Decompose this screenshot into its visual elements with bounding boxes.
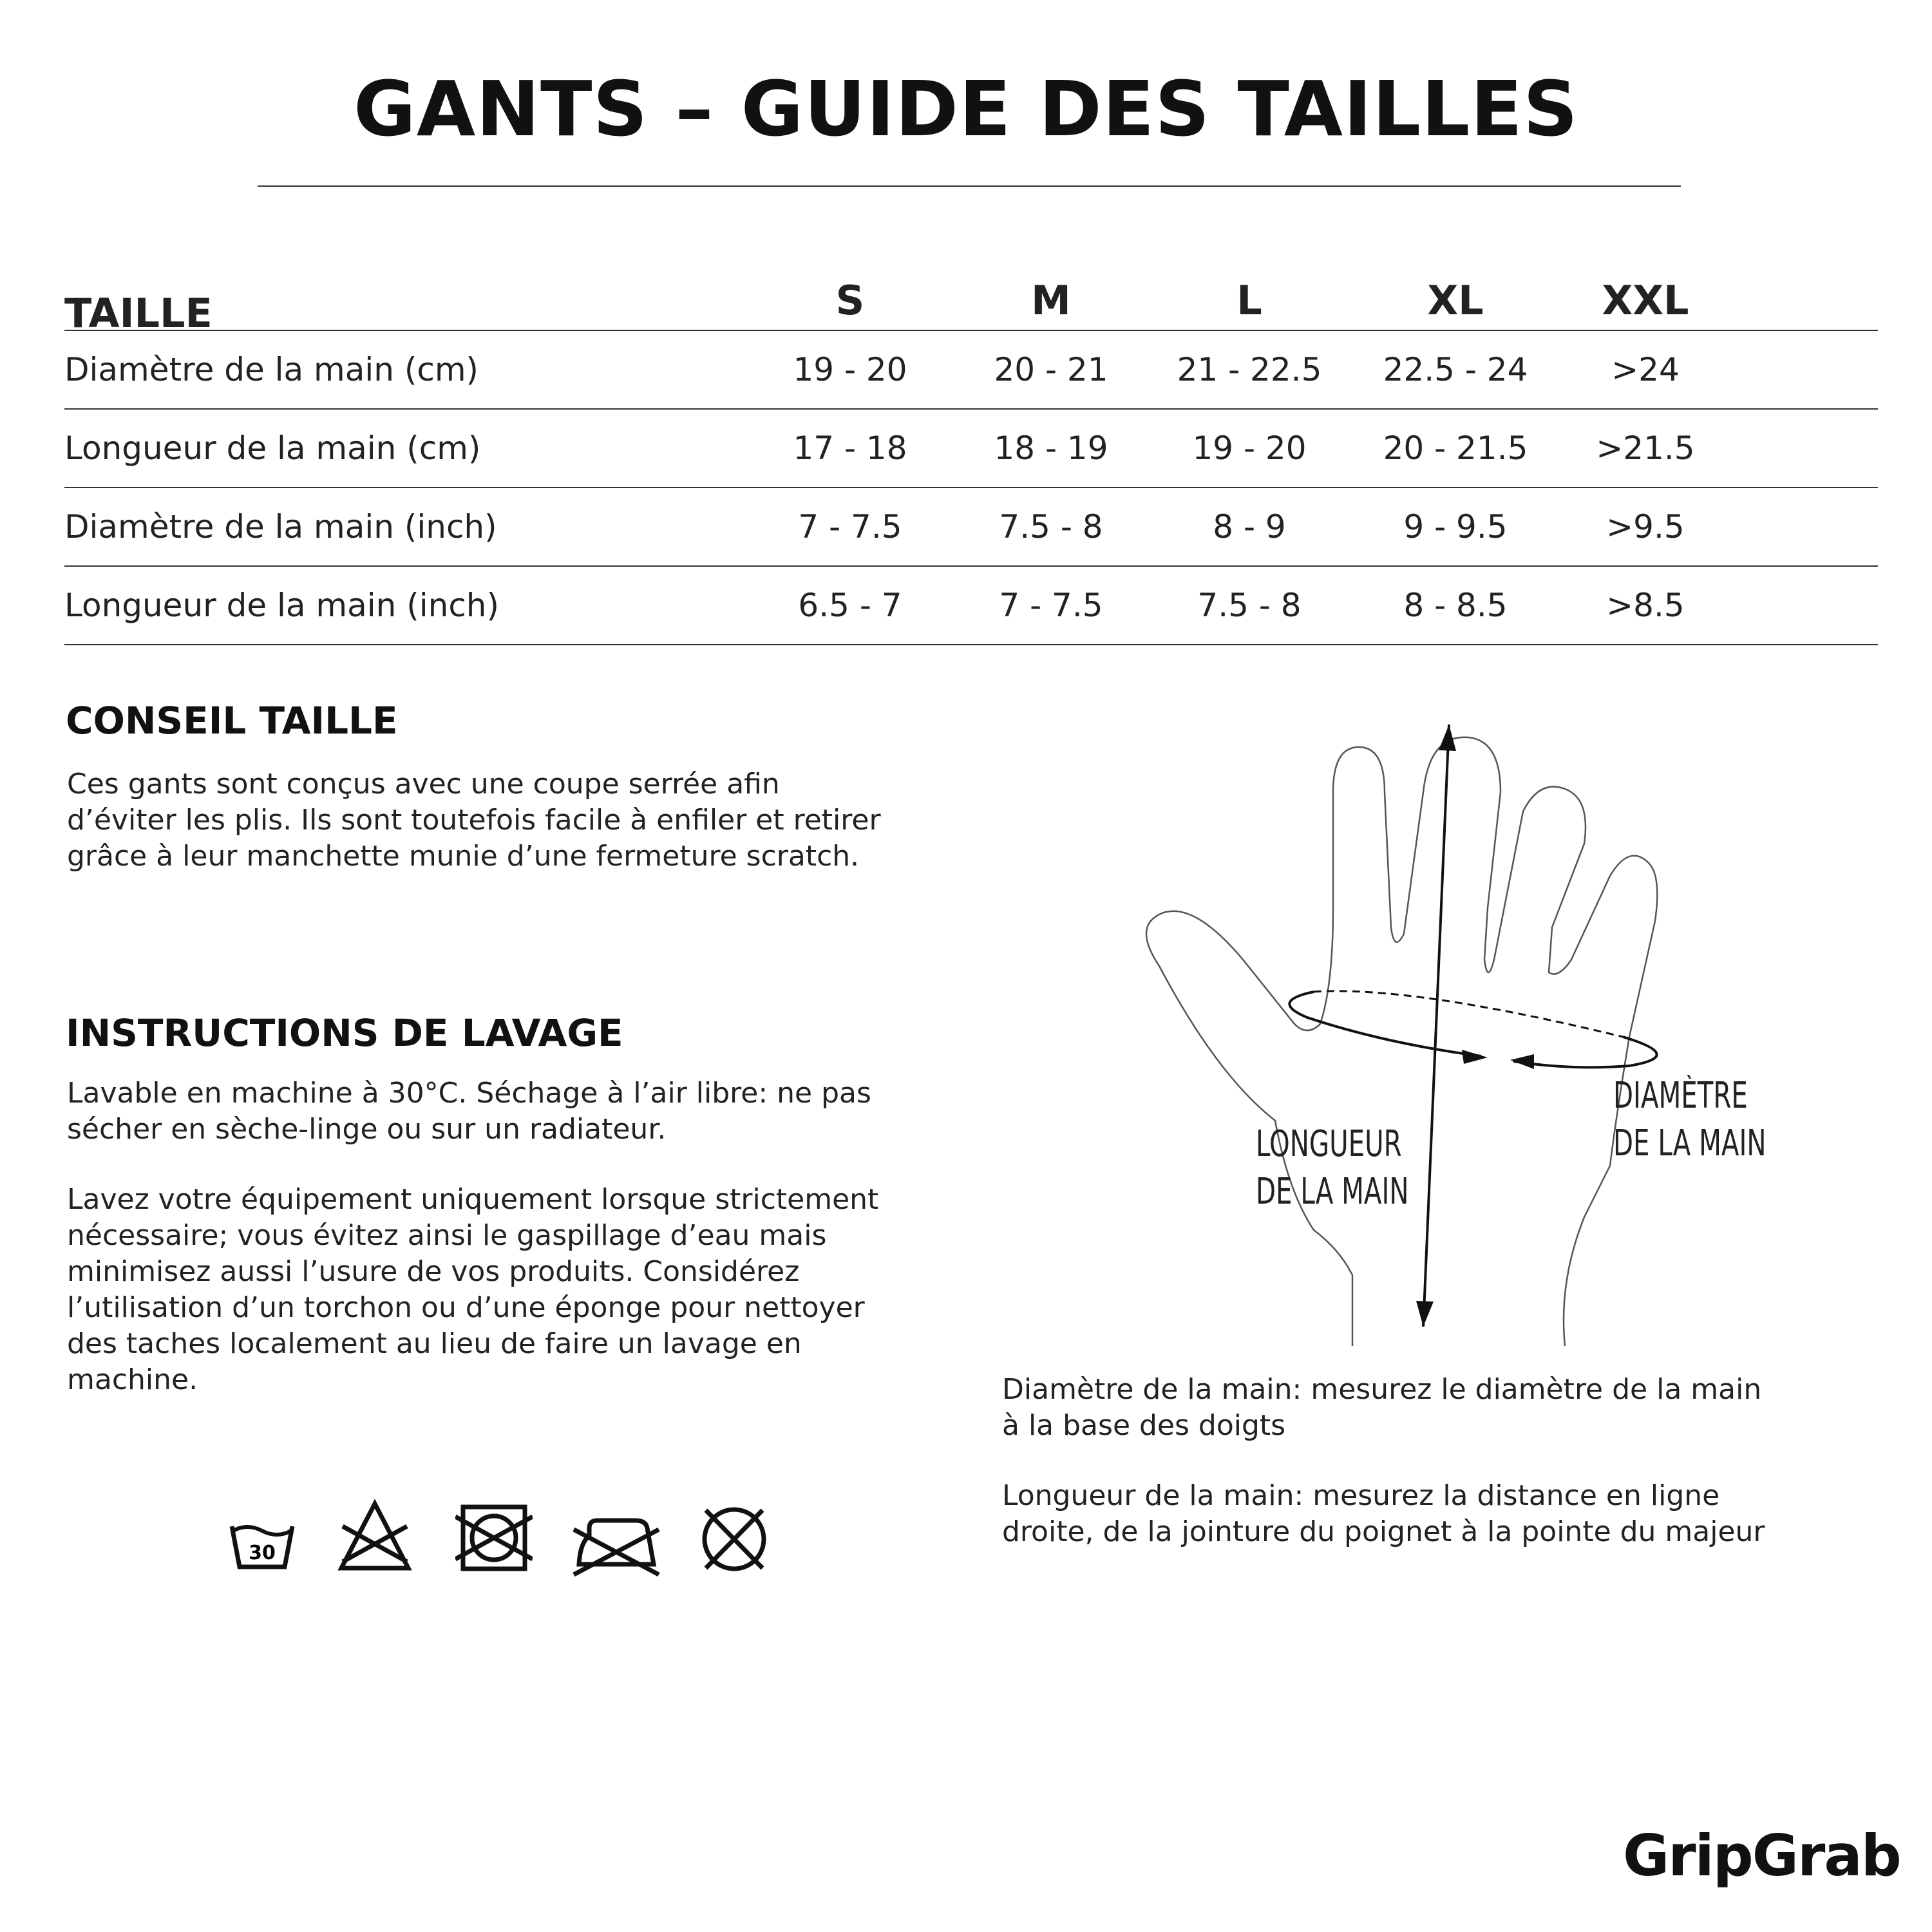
wash-30-icon	[227, 1497, 298, 1581]
diameter-label-line-2: DE LA MAIN	[1613, 1122, 1766, 1164]
table-cell: 7.5 - 8	[999, 508, 1103, 545]
lavage-text-1: Lavable en machine à 30°C. Séchage à l’air libre: ne pas sécher en sèche-linge ou sur un radiateur.	[67, 1077, 871, 1146]
row-label: Longueur de la main (cm)	[64, 430, 481, 467]
size-header-xl: XL	[1427, 276, 1484, 324]
no-bleach-icon	[336, 1497, 413, 1581]
row-label: Longueur de la main (inch)	[64, 587, 499, 624]
title-divider	[258, 185, 1681, 187]
no-dry-clean-icon	[696, 1497, 773, 1581]
table-cell: 20 - 21	[994, 351, 1108, 388]
table-cell: >9.5	[1606, 508, 1685, 545]
page-title: GANTS – GUIDE DES TAILLES	[354, 64, 1578, 153]
table-cell: 20 - 21.5	[1383, 430, 1528, 467]
conseil-text: Ces gants sont conçus avec une coupe serrée afin d’éviter les plis. Ils sont toutefois facile à enfiler et retirer grâce à leur manchette munie d’une fermeture scratch.	[67, 768, 881, 873]
table-cell: 8 - 8.5	[1403, 587, 1508, 624]
row-label: Diamètre de la main (inch)	[64, 508, 497, 545]
table-cell: 21 - 22.5	[1177, 351, 1322, 388]
length-label-line-1: LONGUEUR	[1256, 1123, 1402, 1165]
table-cell: 7 - 7.5	[798, 508, 902, 545]
table-cell: >21.5	[1596, 430, 1695, 467]
diameter-dashed-back	[1314, 991, 1623, 1037]
table-cell: 8 - 9	[1213, 508, 1286, 545]
table-row	[64, 331, 1878, 410]
lavage-title: INSTRUCTIONS DE LAVAGE	[66, 1011, 623, 1055]
size-header-m: M	[1031, 276, 1071, 324]
table-row	[64, 567, 1878, 645]
table-cell: 19 - 20	[1192, 430, 1307, 467]
diameter-front-arc	[1289, 992, 1481, 1056]
no-iron-icon	[571, 1497, 661, 1581]
table-header-label: TAILLE	[64, 289, 213, 337]
table-row	[64, 488, 1878, 567]
size-header-xxl: XXL	[1602, 276, 1689, 324]
table-row	[64, 410, 1878, 488]
length-arrow	[1423, 724, 1449, 1327]
table-cell: >8.5	[1606, 587, 1685, 624]
size-table	[64, 258, 1878, 645]
diameter-arrow-head-left	[1462, 1050, 1488, 1064]
table-header-row	[64, 258, 1878, 337]
table-cell: 19 - 20	[793, 351, 907, 388]
length-label	[1256, 1121, 1409, 1216]
table-cell: 22.5 - 24	[1383, 351, 1528, 388]
row-label: Diamètre de la main (cm)	[64, 351, 479, 388]
length-instruction: Longueur de la main: mesurez la distance en ligne droite, de la jointure du poignet à la pointe du majeur	[1002, 1479, 1765, 1548]
care-icons	[227, 1497, 774, 1581]
table-cell: 17 - 18	[793, 430, 907, 467]
diameter-instruction: Diamètre de la main: mesurez le diamètre de la main à la base des doigts	[1002, 1373, 1762, 1442]
diameter-front-arc-right	[1513, 1037, 1657, 1067]
length-label-line-2: DE LA MAIN	[1256, 1171, 1409, 1213]
size-header-l: L	[1236, 276, 1262, 324]
length-arrow-head-top	[1439, 724, 1456, 751]
conseil-title: CONSEIL TAILLE	[66, 699, 398, 743]
size-header-s: S	[835, 276, 865, 324]
table-cell: >24	[1611, 351, 1680, 388]
table-cell: 18 - 19	[994, 430, 1108, 467]
wash-temp-label: 30	[249, 1542, 276, 1564]
length-arrow-head-bottom	[1416, 1301, 1434, 1327]
table-cell: 7.5 - 8	[1197, 587, 1302, 624]
table-cell: 7 - 7.5	[999, 587, 1103, 624]
brand-logo: GripGrab	[1623, 1823, 1900, 1889]
lavage-text-2: Lavez votre équipement uniquement lorsque strictement nécessaire; vous évitez ainsi le gaspillage d’eau mais minimisez aussi l’usure de vos produits. Considérez l’utilisation d’un torchon ou d’une éponge pour nettoyer des taches localement au lieu de faire un lavage en machine.	[67, 1183, 879, 1396]
table-cell: 9 - 9.5	[1403, 508, 1508, 545]
diameter-label	[1613, 1072, 1766, 1168]
hand-diagram	[1121, 715, 1797, 1359]
no-tumble-dry-icon	[455, 1497, 533, 1581]
table-cell: 6.5 - 7	[798, 587, 902, 624]
diameter-label-line-1: DIAMÈTRE	[1613, 1075, 1748, 1117]
